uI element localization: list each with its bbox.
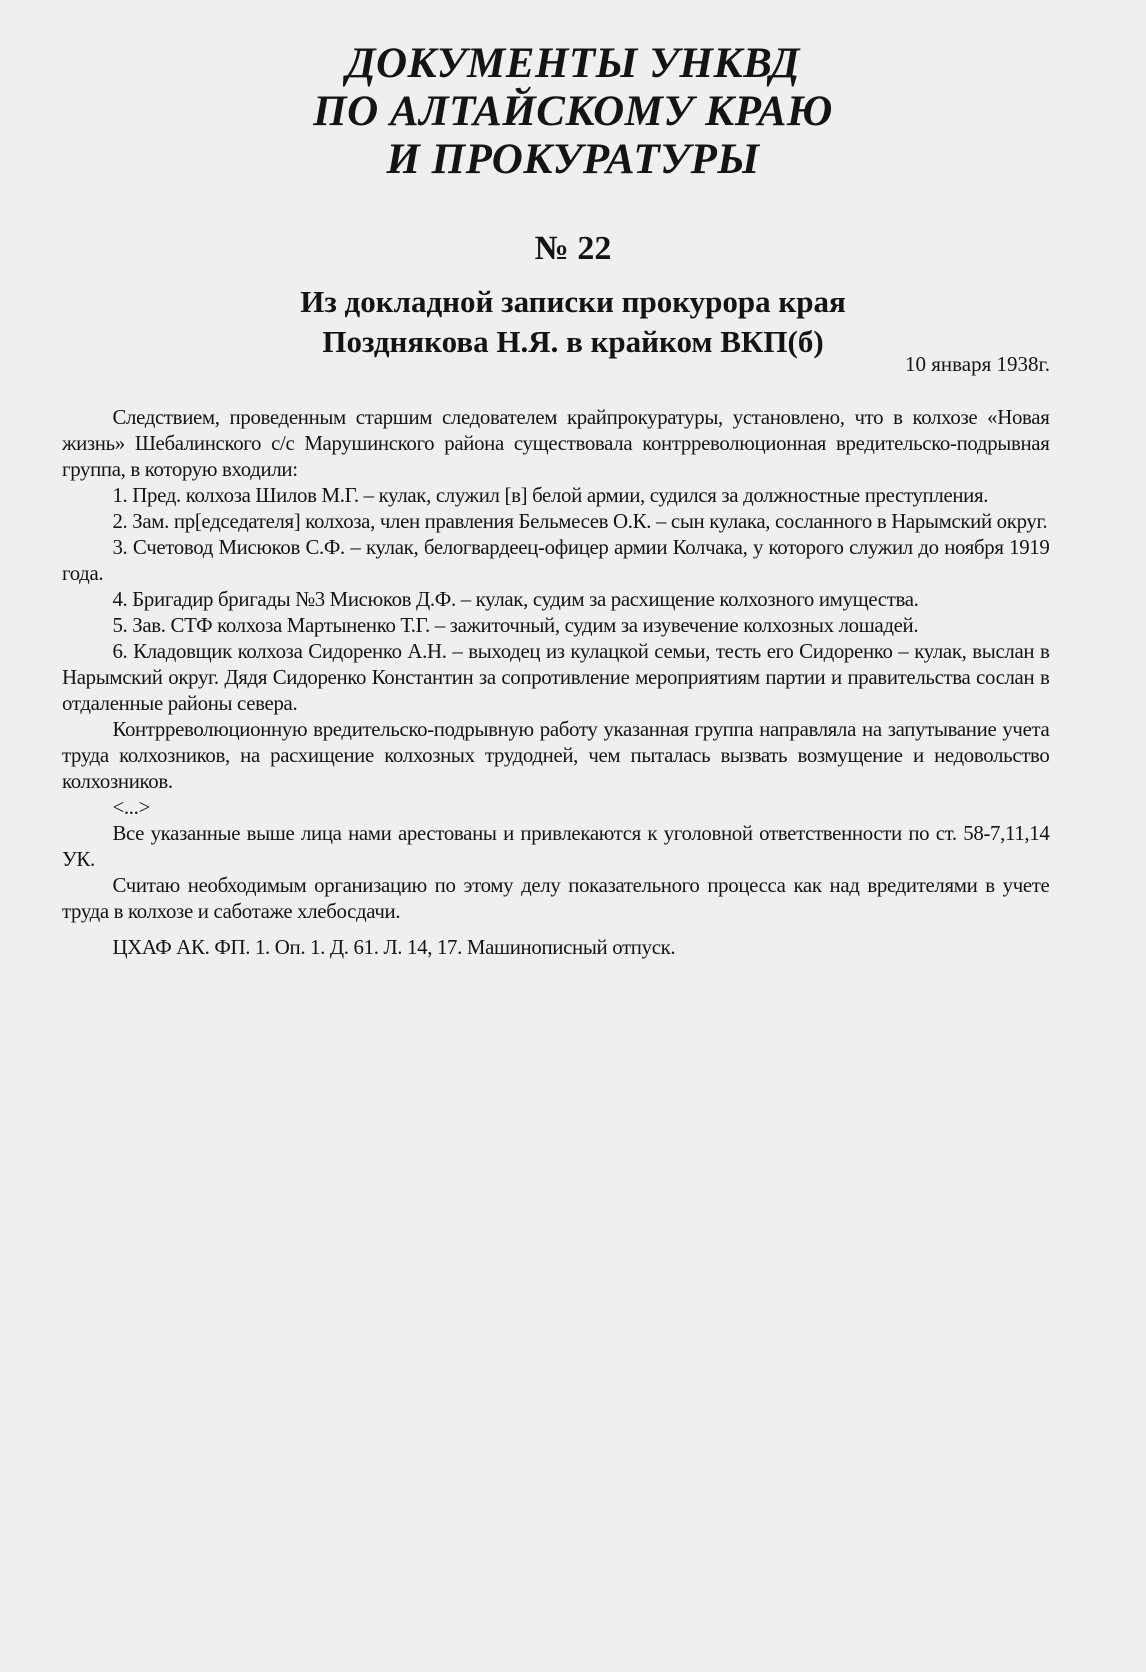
heading-line: Позднякова Н.Я. в крайком ВКП(б) [322,324,824,359]
heading-line: Из докладной записки прокурора края [300,284,846,319]
list-item: 1. Пред. колхоза Шилов М.Г. – кулак, служил [в] белой армии, судился за должностные преступления. [112,483,989,507]
document-number: № 22 [534,230,612,267]
archive-reference: ЦХАФ АК. ФП. 1. Оп. 1. Д. 61. Л. 14, 17. Машинописный отпуск. [112,935,676,959]
title-line: ПО АЛТАЙСКОМУ КРАЮ [313,88,833,135]
title-line: ДОКУМЕНТЫ УНКВД [346,40,800,87]
list-item: 5. Зав. СТФ колхоза Мартыненко Т.Г. – зажиточный, судим за изувечение колхозных лошадей. [112,613,919,637]
title-line: И ПРОКУРАТУРЫ [386,136,760,183]
paragraph: Контрреволюционную вредительско-подрывную работу указанная группа направляла на запутывание учета труда колхозников, на расхищение колхозных трудодней, чем пыталась вызвать возмущение и недовольство колхозников. [62,717,1050,793]
paragraph: Следствием, проведенным старшим следователем крайпрокуратуры, установлено, что в колхозе «Новая жизнь» Шебалинского с/с Марушинского района существовала контрреволюционная вредительско-подрывная группа, в которую входили: [62,405,1050,481]
list-item: 6. Кладовщик колхоза Сидоренко А.Н. – выходец из кулацкой семьи, тесть его Сидоренко – кулак, выслан в Нарымский округ. Дядя Сидоренко Константин за сопротивление мероприятиям партии и правительства сослан в отдаленные районы севера. [62,639,1050,715]
paragraph: Считаю необходимым организацию по этому делу показательного процесса как над вредителями в учете труда в колхозе и саботаже хлебосдачи. [62,873,1050,923]
section-title [0,40,1146,184]
document-heading [0,282,1146,362]
paragraph: Все указанные выше лица нами арестованы и привлекаются к уголовной ответственности по ст. 58-7,11,14 УК. [62,821,1050,871]
list-item: 4. Бригадир бригады №3 Мисюков Д.Ф. – кулак, судим за расхищение колхозного имущества. [112,587,919,611]
document-date: 10 января 1938г. [904,352,1050,376]
document-body [62,404,1049,960]
list-item: 3. Счетовод Мисюков С.Ф. – кулак, белогвардеец-офицер армии Колчака, у которого служил до ноября 1919 года. [62,535,1050,585]
omission-mark: <...> [112,795,150,819]
list-item: 2. Зам. пр[едседателя] колхоза, член правления Бельмесев О.К. – сын кулака, сосланного в Нарымский округ. [112,509,1048,533]
